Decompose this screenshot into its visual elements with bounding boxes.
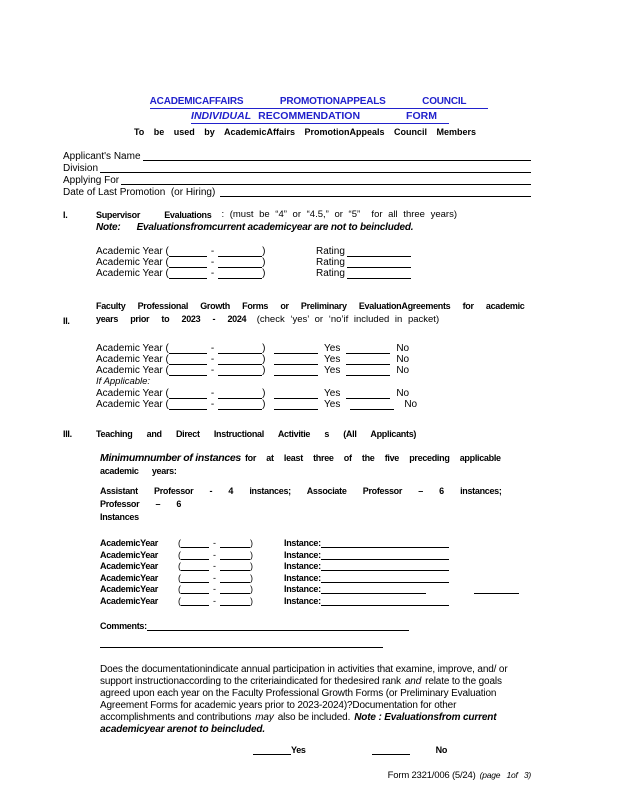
row-dash: - bbox=[213, 561, 216, 571]
field-applying-for bbox=[63, 174, 531, 186]
section3-heading bbox=[63, 429, 531, 439]
blank-line bbox=[181, 552, 209, 560]
row-close: ) bbox=[262, 398, 266, 410]
comments-row bbox=[100, 620, 531, 631]
rating-label: Rating bbox=[316, 257, 345, 268]
blank-line bbox=[220, 586, 250, 594]
question-text: accomplishments and contributions bbox=[100, 711, 252, 723]
paren-open: ( bbox=[178, 595, 181, 606]
paren-open: ( bbox=[178, 572, 181, 583]
blank-line bbox=[181, 540, 209, 548]
blank-line bbox=[218, 368, 262, 376]
section1-title: Supervisor Evaluations bbox=[96, 210, 212, 220]
minimum-instances-line bbox=[100, 451, 531, 477]
yes-label: Yes bbox=[324, 387, 341, 399]
blank-line bbox=[220, 563, 250, 571]
page-indicator: (page 1of 3) bbox=[479, 769, 531, 780]
rating-label: Rating bbox=[316, 268, 345, 279]
row-close: ) bbox=[262, 257, 266, 268]
row-label: AcademicYear bbox=[100, 549, 158, 560]
rating-label: Rating bbox=[316, 246, 345, 257]
instance-label: Instance: bbox=[284, 572, 321, 583]
if-applicable-label: If Applicable: bbox=[96, 376, 151, 387]
academic-year-instance-row bbox=[100, 548, 533, 560]
blank-line bbox=[218, 249, 262, 257]
row-close: ) bbox=[262, 343, 266, 354]
yes-label: Yes bbox=[291, 744, 306, 755]
question-note: Note : Evaluationsfrom current bbox=[354, 711, 497, 723]
blank-line bbox=[346, 346, 390, 354]
row-dash: - bbox=[210, 246, 215, 257]
question-line bbox=[100, 676, 536, 688]
blank-line bbox=[347, 249, 411, 257]
blank-line bbox=[321, 586, 426, 594]
paren-open: ( bbox=[178, 549, 181, 560]
section2-rows bbox=[96, 343, 531, 410]
field-division bbox=[63, 162, 531, 174]
yes-label: Yes bbox=[324, 343, 341, 354]
applicant-fields bbox=[63, 150, 531, 198]
row-label: Academic Year ( bbox=[96, 398, 169, 410]
row-dash: - bbox=[210, 398, 215, 410]
row-dash: - bbox=[210, 343, 215, 354]
title-word-recommendation: RECOMMENDATION bbox=[258, 110, 361, 122]
section1-title-detail: : (must be “4” or “4.5,” or “5” for all three years) bbox=[221, 209, 457, 220]
blank-line bbox=[121, 184, 531, 185]
row-close: ) bbox=[262, 268, 266, 279]
title-word-individual: INDIVIDUAL bbox=[191, 110, 252, 122]
paren-close: ) bbox=[250, 549, 253, 560]
question-text: relate to the goals bbox=[425, 675, 502, 687]
instance-rows bbox=[100, 537, 533, 606]
form-footer bbox=[63, 770, 531, 781]
blank-line bbox=[169, 391, 207, 399]
blank-line bbox=[346, 357, 390, 365]
blank-line bbox=[350, 402, 394, 410]
blank-line bbox=[181, 586, 209, 594]
instance-label: Instance: bbox=[284, 538, 321, 548]
row-dash: - bbox=[213, 584, 216, 594]
blank-line bbox=[253, 747, 291, 755]
paren-close: ) bbox=[250, 595, 253, 606]
blank-line bbox=[321, 540, 449, 548]
no-label: No bbox=[396, 365, 410, 376]
section1-note bbox=[96, 222, 531, 233]
paren-close: ) bbox=[250, 584, 253, 594]
row-label: AcademicYear bbox=[100, 595, 158, 606]
blank-line bbox=[218, 402, 262, 410]
blank-line bbox=[474, 586, 519, 594]
yes-label: Yes bbox=[324, 398, 341, 410]
academic-year-yesno-row bbox=[96, 388, 531, 399]
blank-line bbox=[169, 346, 207, 354]
instance-label: Instance: bbox=[284, 595, 321, 606]
academic-year-instance-row bbox=[100, 571, 533, 583]
academic-year-instance-row bbox=[100, 537, 533, 549]
documentation-question bbox=[100, 664, 536, 736]
question-line: Agreement Forms for academic years prior to 2023-2024)?Documentation for other bbox=[100, 699, 457, 711]
yes-label: Yes bbox=[324, 365, 341, 376]
section2-number: II. bbox=[63, 316, 70, 326]
blank-line bbox=[220, 196, 531, 197]
paren-close: ) bbox=[250, 572, 253, 583]
blank-line bbox=[218, 357, 262, 365]
rank-requirements-line1: Assistant Professor - 4 instances; Associate Professor – 6 instances; Professor – 6 bbox=[100, 485, 502, 509]
row-label: Academic Year ( bbox=[96, 268, 169, 279]
row-dash: - bbox=[213, 549, 216, 560]
row-dash: - bbox=[210, 365, 215, 376]
form-title-line1: ACADEMICAFFAIRS PROMOTIONAPPEALS COUNCIL bbox=[150, 96, 489, 109]
blank-line bbox=[321, 563, 449, 571]
field-label: Applying For bbox=[63, 175, 120, 186]
minimum-instances-bold: Minimumnumber of instances bbox=[100, 451, 241, 464]
blank-line bbox=[274, 402, 318, 410]
academic-year-instance-row bbox=[100, 560, 533, 572]
question-line: agreed upon each year on the Faculty Professional Growth Forms (or Preliminary Evaluation bbox=[100, 687, 497, 699]
blank-line bbox=[169, 368, 207, 376]
question-line: Does the documentationindicate annual participation in activities that examine, improve, and/ or bbox=[100, 663, 508, 675]
blank-line bbox=[220, 575, 250, 583]
row-close: ) bbox=[262, 365, 266, 376]
no-label: No bbox=[396, 343, 410, 354]
section2-heading bbox=[63, 299, 531, 326]
section2-title-detail: (check ‘yes’ or ‘no’if included in packet) bbox=[256, 314, 440, 325]
blank-line bbox=[220, 598, 250, 606]
row-label: Academic Year ( bbox=[96, 246, 169, 257]
paren-open: ( bbox=[178, 561, 181, 571]
blank-line bbox=[169, 260, 207, 268]
academic-year-yesno-row bbox=[96, 399, 531, 410]
blank-line bbox=[169, 249, 207, 257]
blank-line bbox=[218, 391, 262, 399]
row-dash: - bbox=[210, 354, 215, 365]
form-subtitle: To be used by AcademicAffairs PromotionAppeals Council Members bbox=[133, 127, 477, 137]
minimum-instances-line2: academic years: bbox=[100, 465, 177, 476]
row-label: Academic Year ( bbox=[96, 387, 169, 399]
blank-line bbox=[218, 346, 262, 354]
blank-line bbox=[218, 271, 262, 279]
academic-year-rating-row bbox=[96, 246, 531, 257]
row-label: Academic Year ( bbox=[96, 257, 169, 268]
instance-label: Instance: bbox=[284, 561, 321, 571]
row-label: AcademicYear bbox=[100, 572, 158, 583]
blank-line bbox=[147, 623, 409, 631]
question-text: support instructionaccording to the criteriaindicated for thedesired rank bbox=[100, 675, 401, 687]
blank-line bbox=[321, 552, 449, 560]
blank-line bbox=[181, 575, 209, 583]
section3-title: Teaching and Direct Instructional Activitie s (All Applicants) bbox=[96, 428, 417, 439]
academic-year-instance-row bbox=[100, 594, 533, 606]
academic-year-rating-row bbox=[96, 257, 531, 268]
blank-line bbox=[100, 172, 531, 173]
minimum-instances-rest: for at least three of the five preceding applicable bbox=[244, 452, 501, 463]
row-dash: - bbox=[210, 268, 215, 279]
blank-line bbox=[372, 747, 410, 755]
instance-label: Instance: bbox=[284, 549, 321, 560]
blank-line bbox=[321, 598, 449, 606]
yes-label: Yes bbox=[324, 354, 341, 365]
comments-label: Comments: bbox=[100, 620, 147, 631]
blank-line bbox=[218, 260, 262, 268]
row-dash: - bbox=[213, 595, 216, 606]
blank-line bbox=[346, 368, 390, 376]
blank-line bbox=[169, 357, 207, 365]
blank-line bbox=[274, 357, 318, 365]
section1-number: I. bbox=[63, 210, 68, 220]
blank-line bbox=[274, 346, 318, 354]
question-line: academicyear arenot to beincluded. bbox=[100, 723, 265, 735]
note-text: Evaluationsfromcurrent academicyear are not to beincluded. bbox=[136, 222, 414, 233]
field-applicant-name bbox=[63, 150, 531, 162]
section1-heading bbox=[63, 209, 531, 220]
field-label: Applicant's Name bbox=[63, 151, 141, 162]
blank-line bbox=[181, 598, 209, 606]
row-close: ) bbox=[262, 354, 266, 365]
form-title-line2 bbox=[191, 110, 449, 124]
no-label: No bbox=[396, 387, 410, 399]
section2-title-line2: years prior to 2023 - 2024 bbox=[96, 314, 247, 324]
blank-line bbox=[169, 271, 207, 279]
row-label: AcademicYear bbox=[100, 584, 158, 594]
blank-line bbox=[220, 552, 250, 560]
form-header bbox=[63, 96, 531, 137]
question-yesno-row bbox=[253, 744, 531, 755]
blank-line bbox=[274, 368, 318, 376]
field-label: Date of Last Promotion (or Hiring) bbox=[63, 187, 219, 198]
instance-label: Instance: bbox=[284, 584, 321, 594]
row-label: Academic Year ( bbox=[96, 365, 169, 376]
section2-title-line1: Faculty Professional Growth Forms or Preliminary EvaluationAgreements for academic bbox=[96, 301, 525, 311]
row-dash: - bbox=[213, 572, 216, 583]
row-close: ) bbox=[262, 246, 266, 257]
row-label: Academic Year ( bbox=[96, 343, 169, 354]
rank-requirements-line2: Instances bbox=[100, 511, 139, 522]
blank-line bbox=[347, 271, 411, 279]
academic-year-yesno-row bbox=[96, 343, 531, 354]
row-close: ) bbox=[262, 387, 266, 399]
blank-line bbox=[274, 391, 318, 399]
row-label: AcademicYear bbox=[100, 538, 158, 548]
blank-line bbox=[100, 647, 383, 648]
blank-line bbox=[346, 391, 390, 399]
no-label: No bbox=[404, 398, 418, 410]
blank-line bbox=[181, 563, 209, 571]
paren-open: ( bbox=[178, 538, 181, 548]
question-italic: and bbox=[404, 675, 422, 687]
section3-number: III. bbox=[63, 428, 72, 439]
row-dash: - bbox=[210, 387, 215, 399]
row-label: Academic Year ( bbox=[96, 354, 169, 365]
title-word-form: FORM bbox=[406, 110, 437, 122]
blank-line bbox=[321, 575, 449, 583]
blank-line bbox=[347, 260, 411, 268]
field-date-last-promotion bbox=[63, 186, 531, 198]
paren-open: ( bbox=[178, 584, 181, 594]
academic-year-rating-row bbox=[96, 268, 531, 279]
row-label: AcademicYear bbox=[100, 561, 158, 571]
note-label: Note: bbox=[96, 222, 121, 233]
question-text: also be included. bbox=[277, 711, 351, 723]
question-line bbox=[100, 712, 536, 724]
section1-rows bbox=[96, 246, 531, 279]
paren-close: ) bbox=[250, 561, 253, 571]
row-dash: - bbox=[210, 257, 215, 268]
rank-requirements bbox=[100, 484, 531, 523]
field-label: Division bbox=[63, 163, 99, 174]
academic-year-yesno-row bbox=[96, 365, 531, 376]
blank-line bbox=[220, 540, 250, 548]
no-label: No bbox=[435, 744, 448, 755]
academic-year-instance-row bbox=[100, 583, 533, 595]
blank-line bbox=[143, 160, 532, 161]
paren-close: ) bbox=[250, 538, 253, 548]
question-italic: may bbox=[255, 711, 274, 723]
no-label: No bbox=[396, 354, 410, 365]
blank-line bbox=[169, 402, 207, 410]
academic-year-yesno-row bbox=[96, 354, 531, 365]
row-dash: - bbox=[213, 538, 216, 548]
form-number: Form 2321/006 (5/24) bbox=[387, 769, 476, 781]
